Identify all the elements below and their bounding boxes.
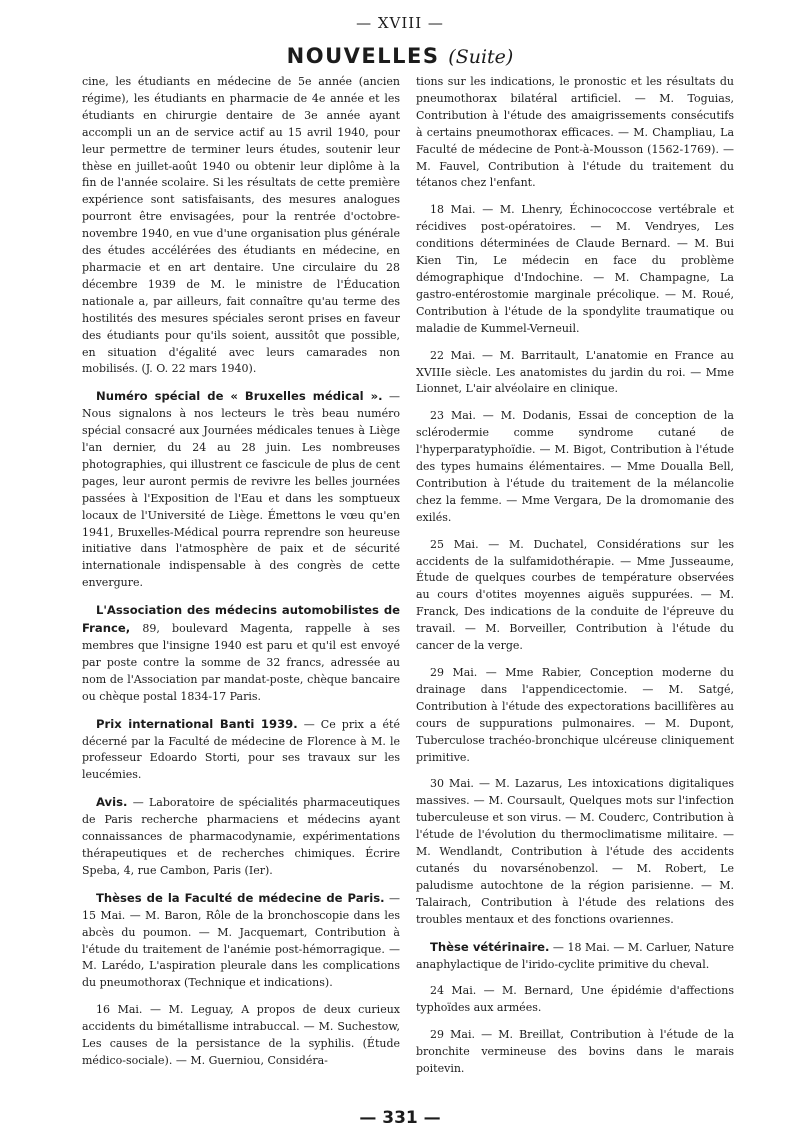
paragraph-body: — Ce prix a été décerné par la Faculté de médecine de Florence à M. le professeur Edoardo Storti, pour ses travaux sur les leucémies.: [82, 717, 400, 782]
paragraph-prix-banti: [82, 716, 400, 785]
section-subtitle: (Suite): [448, 46, 514, 68]
right-column: [416, 74, 734, 1088]
paragraph-lead: Numéro spécial de « Bruxelles médical ».: [96, 389, 383, 404]
paragraph-lead: Thèses de la Faculté de médecine de Paris.: [96, 890, 385, 905]
paragraph-veterinaire-24-mai: 24 Mai. — M. Bernard, Une épidémie d'affections typhoïdes aux armées.: [416, 984, 734, 1015]
paragraph-body: — 18 Mai. — M. Carluer, Nature anaphylactique de l'irido-cyclite primitive du cheval.: [416, 940, 734, 971]
paragraph-theses-22-mai: 22 Mai. — M. Barritault, L'anatomie en France au XVIIIe siècle. Les anatomistes du jardin du roi. — Mme Lionnet, L'air alvéolaire en clinique.: [416, 348, 734, 396]
paragraph-bruxelles-medical: [82, 388, 400, 592]
paragraph-veterinaire-29-mai: 29 Mai. — M. Breillat, Contribution à l'étude de la bronchite vermineuse des bovins dans le marais poitevin.: [416, 1028, 734, 1076]
left-column: [82, 74, 400, 1080]
paragraph-theses-16-mai: 16 Mai. — M. Leguay, A propos de deux curieux accidents du bimétallisme intrabuccal. — M. Suchestow, Les causes de la persistance de la syphilis. (Étude médico-sociale). — M. Guerniou, Considéra-: [82, 1003, 400, 1067]
page-number: — 331 —: [359, 1108, 441, 1128]
paragraph-student-measures: cine, les étudiants en médecine de 5e année (ancien régime), les étudiants en pharmacie de 4e année et les étudiants en chirurgie dentaire de 3e année ayant accompli un an de service actif au 15 avril 1940, pour leur permettre de terminer leurs études, soutenir leur thèse en juillet-août 1940 ou obtenir leur diplôme à la fin de l'année scolaire. Si les résultats de cette première expérience sont satisfaisants, des mesures analogues pourront être envisagées, pour la rentrée d'octobre-novembre 1940, en vue d'une organisation plus générale des études accélérées des étudiants en médecine, en pharmacie et en art dentaire. Une circulaire du 28 décembre 1939 de M. le ministre de l'Éducation nationale a, par ailleurs, fait connaître qu'au terme des hostilités des mesures spéciales seront prises en faveur des étudiants pour qu'ils soient, aussitôt que possible, en situation d'égalité avec leurs camarades non mobilisés. (J. O. 22 mars 1940).: [82, 75, 400, 376]
paragraph-these-veterinaire: [416, 939, 734, 974]
paragraph-theses-25-mai: 25 Mai. — M. Duchatel, Considérations sur les accidents de la sulfamidothérapie. — Mme Jusseaume, Étude de quelques courbes de température observées au cours d'otites moyennes aiguës suppurées. — M. Franck, Des indications de la conduite de l'épreuve du travail. — M. Borveiller, Contribution à l'étude du cancer de la verge.: [416, 537, 734, 653]
paragraph-lead: L'Association des médecins automobilistes de France,: [82, 603, 400, 636]
paragraph-lead: Thèse vétérinaire.: [430, 939, 550, 954]
roman-page-number: — XVIII —: [356, 14, 444, 32]
paragraph-body: — 15 Mai. — M. Baron, Rôle de la bronchoscopie dans les abcès du poumon. — M. Jacquemart, Contribution à l'étude du traitement de l'anémie post-hémorragique. — M. Larédo, L'aspiration pleurale dans les complications du pneumothorax (Technique et indications).: [82, 891, 400, 990]
paragraph-association-automobilistes: [82, 602, 400, 705]
paragraph-body: — Nous signalons à nos lecteurs le très beau numéro spécial consacré aux Journées médicales tenues à Liège l'an dernier, du 24 au 28 juin. Les nombreuses photographies, qui illustrent ce fascicule de plus de cent pages, leur auront permis de revivre les belles journées passées à l'Exposition de l'Eau et dans les somptueux locaux de l'Université de Liège. Émettons le vœu qu'en 1941, Bruxelles-Médical pourra reprendre son heureuse initiative dans l'atmosphère de paix et de sécurité internationale indispensable à des congrès de cette envergure.: [82, 390, 400, 590]
paragraph-theses-paris: [82, 890, 400, 992]
paragraph-lead: Prix international Banti 1939.: [96, 716, 298, 731]
paragraph-theses-30-mai: 30 Mai. — M. Lazarus, Les intoxications digitaliques massives. — M. Coursault, Quelques mots sur l'infection tuberculeuse et son virus. — M. Couderc, Contribution à l'étude de l'évolution du thermoclimatisme militaire. — M. Wendlandt, Contribution à l'étude des accidents cutanés du novarsénobenzol. — M. Robert, Le paludisme autochtone de la région parisienne. — M. Talairach, Contribution à l'étude des relations des troubles mentaux et des fonctions ovariennes.: [416, 777, 734, 926]
paragraph-avis: [82, 794, 400, 880]
paragraph-body: 89, boulevard Magenta, rappelle à ses membres que l'insigne 1940 est paru et qu'il est envoyé par poste contre la somme de 32 francs, adressée au nom de l'Association par mandat-poste, chèque bancaire ou chèque postal 1834-17 Paris.: [82, 622, 400, 703]
paragraph-theses-18-mai: 18 Mai. — M. Lhenry, Échinococcose vertébrale et récidives post-opératoires. — M. Vendryes, Les conditions déterminées de Claude Bernard. — M. Bui Kien Tin, Le médecin en face du problème démographique d'Indochine. — M. Champagne, La gastro-entérostomie marginale précolique. — M. Roué, Contribution à l'étude de la spondylite traumatique ou maladie de Kummel-Verneuil.: [416, 203, 734, 335]
paragraph-lead: Avis.: [96, 795, 128, 810]
paragraph-body: — Laboratoire de spécialités pharmaceutiques de Paris recherche pharmaciens et médecins ayant connaissances de pharmacodynamie, expérimentations thérapeutiques et de recherches chimiques. Écrire Speba, 4, rue Cambon, Paris (Ier).: [82, 796, 400, 877]
section-heading: [0, 44, 800, 68]
paragraph-theses-23-mai: 23 Mai. — M. Dodanis, Essai de conception de la sclérodermie comme syndrome cutané de l'hyperparatyphoïdie. — M. Bigot, Contribution à l'étude des types humains élémentaires. — Mme Doualla Bell, Contribution à l'étude du traitement de la mélancolie chez la femme. — Mme Vergara, De la dromomanie des exilés.: [416, 409, 734, 524]
section-title: NOUVELLES: [286, 44, 440, 68]
paragraph-theses-29-mai: 29 Mai. — Mme Rabier, Conception moderne du drainage dans l'appendicectomie. — M. Satgé, Contribution à l'étude des expectorations bacillifères au cours de suppurations pulmonaires. — M. Dupont, Tuberculose trachéo-bronchique ulcéreuse cliniquement primitive.: [416, 666, 734, 764]
paragraph-theses-continued: tions sur les indications, le pronostic et les résultats du pneumothorax bilatéral artificiel. — M. Toguias, Contribution à l'étude des amaigrissements consécutifs à certains pneumothorax efficaces. — M. Champliau, La Faculté de médecine de Pont-à-Mousson (1562-1769). — M. Fauvel, Contribution à l'étude du traitement du tétanos chez l'enfant.: [416, 75, 734, 190]
